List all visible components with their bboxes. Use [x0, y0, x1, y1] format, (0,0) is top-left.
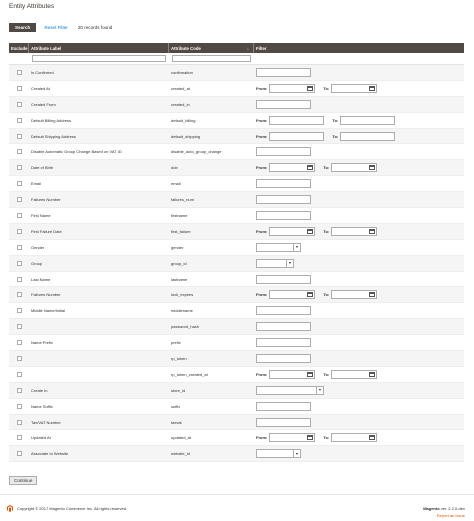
table-row — [9, 399, 464, 415]
attribute-code-cell: website_id — [171, 451, 190, 457]
version-text: ver. 2.2.0-dev — [439, 506, 465, 511]
attribute-code-cell: middlename — [171, 308, 193, 314]
date-range-filter — [256, 433, 464, 442]
attribute-label-cell: Failures Number — [31, 292, 61, 298]
exclude-cell — [9, 308, 29, 313]
filter-cell — [254, 354, 464, 363]
from-input[interactable] — [269, 116, 324, 125]
exclude-checkbox[interactable] — [17, 356, 22, 361]
filter-cell — [254, 275, 464, 284]
exclude-checkbox[interactable] — [17, 372, 22, 377]
filter-text-input[interactable] — [256, 195, 311, 204]
exclude-checkbox[interactable] — [17, 149, 22, 154]
to-date-input[interactable] — [331, 290, 377, 299]
attribute-label-cell: Created From — [31, 101, 56, 107]
to-date-input[interactable] — [331, 163, 377, 172]
attribute-code-cell: email — [171, 181, 181, 187]
exclude-cell — [9, 292, 29, 297]
table-row — [9, 272, 464, 288]
grid-filter-row — [9, 53, 464, 65]
exclude-checkbox[interactable] — [17, 181, 22, 186]
to-input[interactable] — [340, 116, 395, 125]
attribute-code-cell: taxvat — [171, 419, 182, 425]
attribute-label-cell: Last Name — [31, 276, 51, 282]
attribute-code-cell: rp_token_created_at — [171, 371, 208, 377]
table-row — [9, 65, 464, 81]
attribute-code-cell: first_failure — [171, 228, 191, 234]
date-range-filter — [256, 84, 464, 93]
to-label: To: — [323, 435, 330, 441]
to-label: To: — [332, 133, 339, 139]
exclude-cell — [9, 134, 29, 139]
filter-cell — [254, 433, 464, 442]
exclude-cell — [9, 245, 29, 250]
table-row — [9, 303, 464, 319]
filter-text-input[interactable] — [256, 354, 311, 363]
table-row — [9, 160, 464, 176]
filter-text-input[interactable] — [256, 179, 311, 188]
footer — [0, 494, 474, 521]
from-date-input[interactable] — [269, 433, 315, 442]
exclude-cell — [9, 324, 29, 329]
table-row — [9, 319, 464, 335]
table-row — [9, 176, 464, 192]
filter-text-input[interactable] — [256, 322, 311, 331]
exclude-checkbox[interactable] — [17, 213, 22, 218]
copyright-text: Copyright © 2017 Magento Commerce Inc. All rights reserved. — [17, 506, 128, 511]
filter-cell — [254, 290, 464, 299]
grid-rows — [9, 65, 464, 462]
from-date-input[interactable] — [269, 227, 315, 236]
exclude-cell — [9, 451, 29, 456]
attribute-label-cell: Default Billing Address — [31, 117, 72, 123]
filter-cell — [254, 370, 464, 379]
continue-button[interactable]: Continue — [9, 476, 37, 485]
calendar-icon[interactable] — [307, 229, 313, 234]
exclude-checkbox[interactable] — [17, 451, 22, 456]
calendar-icon[interactable] — [369, 165, 375, 170]
brand-name: Magento — [423, 506, 440, 511]
table-row — [9, 192, 464, 208]
attribute-code-cell: dob — [171, 165, 178, 171]
from-date-input[interactable] — [269, 84, 315, 93]
exclude-cell — [9, 118, 29, 123]
calendar-icon[interactable] — [369, 86, 375, 91]
table-row — [9, 240, 464, 256]
chevron-down-icon: ▼ — [316, 387, 323, 394]
attribute-code-cell: updated_at — [171, 435, 192, 441]
filter-text-input[interactable] — [256, 402, 311, 411]
exclude-cell — [9, 181, 29, 186]
attribute-label-cell: Associate to Website — [31, 451, 69, 457]
table-row — [9, 351, 464, 367]
number-range-filter — [256, 132, 464, 141]
exclude-checkbox[interactable] — [17, 404, 22, 409]
exclude-cell — [9, 229, 29, 234]
exclude-checkbox[interactable] — [17, 308, 22, 313]
attribute-label-cell: Gender — [31, 244, 45, 250]
column-exclude-label: Exclude — [11, 45, 28, 51]
exclude-cell — [9, 356, 29, 361]
filter-cell — [254, 418, 464, 427]
page-title: Entity Attributes — [9, 3, 55, 10]
from-input[interactable] — [269, 132, 324, 141]
exclude-cell — [9, 165, 29, 170]
attribute-label-cell: First Name — [31, 212, 51, 218]
date-range-filter — [256, 227, 464, 236]
filter-cell-label — [29, 55, 169, 62]
filter-text-input[interactable] — [256, 418, 311, 427]
attribute-label-cell: Create In — [31, 387, 48, 393]
exclude-checkbox[interactable] — [17, 340, 22, 345]
exclude-checkbox[interactable] — [17, 420, 22, 425]
exclude-cell — [9, 388, 29, 393]
attribute-code-cell: group_id — [171, 260, 187, 266]
exclude-cell — [9, 435, 29, 440]
filter-text-input[interactable] — [256, 68, 311, 77]
calendar-icon[interactable] — [369, 372, 375, 377]
column-exclude[interactable] — [9, 43, 29, 53]
attribute-code-cell: prefix — [171, 340, 181, 346]
chevron-down-icon: ▼ — [286, 260, 293, 267]
from-label: From: — [256, 165, 268, 171]
attribute-label-filter-input[interactable] — [32, 55, 166, 62]
magento-logo-icon — [7, 505, 13, 512]
filter-cell — [254, 259, 464, 268]
grid-header — [9, 43, 464, 53]
attributes-grid — [9, 43, 464, 462]
exclude-checkbox[interactable] — [17, 245, 22, 250]
exclude-checkbox[interactable] — [17, 197, 22, 202]
search-button[interactable]: Search — [9, 23, 36, 32]
calendar-icon[interactable] — [369, 229, 375, 234]
filter-cell — [254, 68, 464, 77]
filter-select[interactable] — [256, 243, 301, 252]
sort-arrow-icon: ↓ — [246, 45, 249, 51]
table-row — [9, 367, 464, 383]
exclude-checkbox[interactable] — [17, 292, 22, 297]
exclude-cell — [9, 340, 29, 345]
exclude-checkbox[interactable] — [17, 435, 22, 440]
exclude-cell — [9, 197, 29, 202]
table-row — [9, 144, 464, 160]
calendar-icon[interactable] — [307, 292, 313, 297]
filter-cell — [254, 195, 464, 204]
table-row — [9, 335, 464, 351]
attribute-label-cell: Failures Number — [31, 197, 61, 203]
attribute-code-cell: lastname — [171, 276, 188, 282]
exclude-checkbox[interactable] — [17, 261, 22, 266]
to-label: To: — [323, 371, 330, 377]
to-date-input[interactable] — [331, 84, 377, 93]
table-row — [9, 430, 464, 446]
attribute-code-cell: gender — [171, 244, 184, 250]
from-date-input[interactable] — [269, 163, 315, 172]
reset-filter-link[interactable]: Reset Filter — [44, 25, 68, 30]
report-issue-link[interactable]: Report an Issue — [436, 513, 465, 518]
filter-select[interactable] — [256, 259, 294, 268]
filter-cell — [254, 179, 464, 188]
version-info — [423, 506, 465, 511]
exclude-checkbox[interactable] — [17, 102, 22, 107]
filter-text-input[interactable] — [256, 100, 311, 109]
table-row — [9, 224, 464, 240]
filter-cell — [254, 100, 464, 109]
exclude-cell — [9, 420, 29, 425]
exclude-checkbox[interactable] — [17, 70, 22, 75]
exclude-checkbox[interactable] — [17, 165, 22, 170]
attribute-label-cell: Middle Name/Initial — [31, 308, 66, 314]
attribute-label-cell: Default Shipping Address — [31, 133, 76, 139]
calendar-icon[interactable] — [307, 86, 313, 91]
exclude-checkbox[interactable] — [17, 388, 22, 393]
filter-cell — [254, 402, 464, 411]
filter-text-input[interactable] — [256, 147, 311, 156]
filter-cell — [254, 306, 464, 315]
number-range-filter — [256, 116, 464, 125]
attribute-code-cell: rp_token — [171, 355, 187, 361]
to-label: To: — [323, 292, 330, 298]
records-count: 20 records found — [77, 25, 113, 30]
grid-actions — [9, 23, 112, 32]
to-label: To: — [323, 85, 330, 91]
filter-select[interactable] — [256, 386, 324, 395]
attribute-label-cell: Created At — [31, 85, 50, 91]
table-row — [9, 113, 464, 129]
filter-cell-code — [169, 55, 254, 62]
filter-cell — [254, 243, 464, 252]
exclude-checkbox[interactable] — [17, 86, 22, 91]
from-date-input[interactable] — [269, 370, 315, 379]
filter-cell — [254, 227, 464, 236]
calendar-icon[interactable] — [307, 435, 313, 440]
from-label: From: — [256, 85, 268, 91]
filter-cell — [254, 449, 464, 458]
attribute-code-cell: confirmation — [171, 69, 193, 75]
attribute-label-cell: First Failure Date — [31, 228, 62, 234]
filter-text-input[interactable] — [256, 275, 311, 284]
exclude-cell — [9, 86, 29, 91]
exclude-checkbox[interactable] — [17, 324, 22, 329]
column-attribute-label-text: Attribute Label — [31, 45, 62, 51]
attribute-code-cell: created_at — [171, 85, 190, 91]
to-date-input[interactable] — [331, 227, 377, 236]
filter-cell — [254, 386, 464, 395]
exclude-checkbox[interactable] — [17, 134, 22, 139]
attribute-label-cell: Updated At — [31, 435, 51, 441]
attribute-code-cell: default_shipping — [171, 133, 201, 139]
exclude-cell — [9, 102, 29, 107]
to-input[interactable] — [340, 132, 395, 141]
attribute-label-cell: Tax/VAT Number — [31, 419, 61, 425]
filter-text-input[interactable] — [256, 338, 311, 347]
to-date-input[interactable] — [331, 370, 377, 379]
column-attribute-code[interactable] — [169, 43, 254, 53]
table-row — [9, 287, 464, 303]
attribute-code-cell: disable_auto_group_change — [171, 149, 222, 155]
exclude-cell — [9, 149, 29, 154]
table-row — [9, 256, 464, 272]
attribute-code-cell: store_id — [171, 387, 186, 393]
exclude-cell — [9, 277, 29, 282]
filter-cell — [254, 147, 464, 156]
to-date-input[interactable] — [331, 433, 377, 442]
date-range-filter — [256, 370, 464, 379]
attribute-label-cell: Is Confirmed — [31, 69, 54, 75]
chevron-down-icon: ▼ — [293, 450, 300, 457]
column-filter-text: Filter — [256, 45, 267, 51]
from-label: From: — [256, 292, 268, 298]
table-row — [9, 97, 464, 113]
table-row — [9, 129, 464, 145]
attribute-label-cell: Date of Birth — [31, 165, 54, 171]
filter-cell — [254, 338, 464, 347]
exclude-cell — [9, 70, 29, 75]
from-label: From: — [256, 133, 268, 139]
table-row — [9, 383, 464, 399]
attribute-label-cell: Group — [31, 260, 43, 266]
filter-cell — [254, 211, 464, 220]
filter-cell — [254, 84, 464, 93]
date-range-filter — [256, 290, 464, 299]
filter-select[interactable] — [256, 449, 301, 458]
calendar-icon[interactable] — [307, 372, 313, 377]
calendar-icon[interactable] — [369, 435, 375, 440]
exclude-checkbox[interactable] — [17, 229, 22, 234]
filter-cell — [254, 163, 464, 172]
calendar-icon[interactable] — [307, 165, 313, 170]
attribute-code-filter-input[interactable] — [172, 55, 251, 62]
from-label: From: — [256, 435, 268, 441]
column-filter — [254, 43, 464, 53]
attribute-label-cell: Name Prefix — [31, 340, 54, 346]
chevron-down-icon: ▼ — [293, 244, 300, 251]
attribute-code-cell: lock_expires — [171, 292, 194, 298]
filter-cell — [254, 116, 464, 125]
attribute-code-cell: password_hash — [171, 324, 200, 330]
table-row — [9, 415, 464, 431]
from-label: From: — [256, 117, 268, 123]
attribute-code-cell: failures_num — [171, 197, 194, 203]
attribute-label-cell: Name Suffix — [31, 403, 53, 409]
table-row — [9, 208, 464, 224]
filter-cell — [254, 322, 464, 331]
column-attribute-code-text: Attribute Code — [171, 45, 201, 51]
from-date-input[interactable] — [269, 290, 315, 299]
attribute-code-cell: firstname — [171, 212, 188, 218]
table-row — [9, 81, 464, 97]
column-attribute-label[interactable] — [29, 43, 169, 53]
exclude-cell — [9, 404, 29, 409]
exclude-cell — [9, 213, 29, 218]
table-row — [9, 446, 464, 462]
exclude-checkbox[interactable] — [17, 118, 22, 123]
to-label: To: — [323, 165, 330, 171]
attribute-label-cell: Disable Automatic Group Change Based on VAT ID — [31, 149, 122, 155]
attribute-code-cell: created_in — [171, 101, 190, 107]
to-label: To: — [323, 228, 330, 234]
filter-text-input[interactable] — [256, 306, 311, 315]
calendar-icon[interactable] — [369, 292, 375, 297]
to-label: To: — [332, 117, 339, 123]
attribute-label-cell: Email — [31, 181, 42, 187]
exclude-cell — [9, 372, 29, 377]
attribute-code-cell: suffix — [171, 403, 181, 409]
from-label: From: — [256, 228, 268, 234]
filter-cell — [254, 132, 464, 141]
from-label: From: — [256, 371, 268, 377]
filter-text-input[interactable] — [256, 211, 311, 220]
attribute-code-cell: default_billing — [171, 117, 196, 123]
date-range-filter — [256, 163, 464, 172]
exclude-checkbox[interactable] — [17, 277, 22, 282]
exclude-cell — [9, 261, 29, 266]
